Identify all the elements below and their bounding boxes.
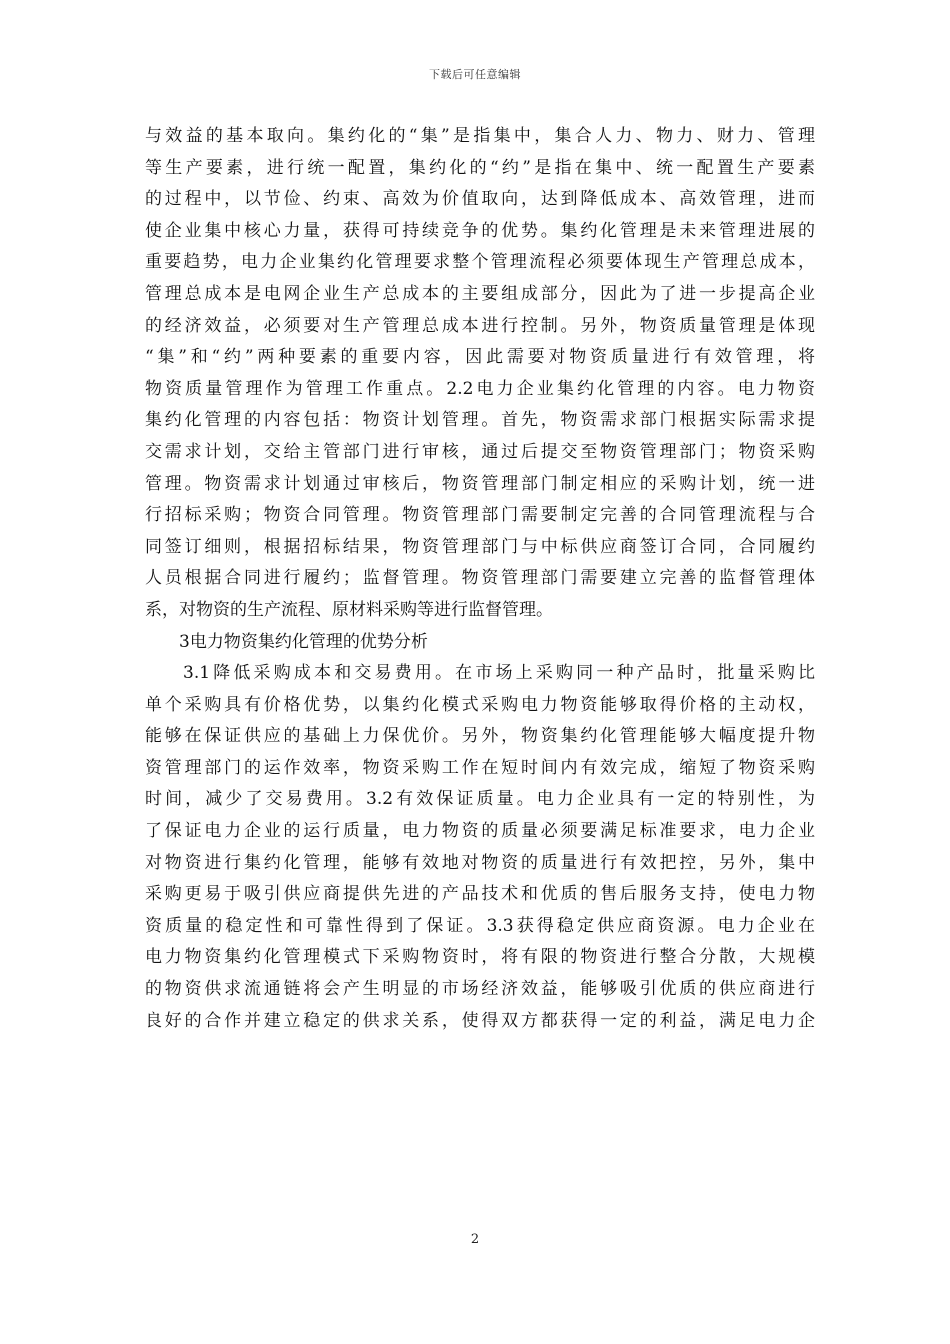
document-body — [145, 121, 815, 1037]
text-line: 对物资进行集约化管理，能够有效地对物资的质量进行有效把控，另外，集中 — [145, 852, 815, 873]
text-line: 等生产要素，进行统一配置，集约化的“约”是指在集中、统一配置生产要素 — [145, 157, 815, 178]
section-heading: 3电力物资集约化管理的优势分析 — [179, 631, 428, 652]
page-header: 下载后可任意编辑 — [429, 68, 521, 81]
text-line: 管理。物资需求计划通过审核后，物资管理部门制定相应的采购计划，统一进 — [145, 473, 815, 494]
text-line: 人员根据合同进行履约；监督管理。物资管理部门需要建立完善的监督管理体 — [145, 568, 815, 589]
text-line: 良好的合作并建立稳定的供求关系，使得双方都获得一定的利益，满足电力企 — [145, 1010, 815, 1031]
text-line: 资管理部门的运作效率，物资采购工作在短时间内有效完成，缩短了物资采购 — [145, 757, 815, 778]
paragraph-2 — [145, 658, 815, 1037]
text-line: 能够在保证供应的基础上力保优价。另外，物资集约化管理能够大幅度提升物 — [145, 726, 815, 747]
text-line: 行招标采购；物资合同管理。物资管理部门需要制定完善的合同管理流程与合 — [145, 505, 815, 526]
text-line: 单个采购具有价格优势，以集约化模式采购电力物资能够取得价格的主动权， — [145, 694, 815, 715]
text-line: 物资质量管理作为管理工作重点。2.2电力企业集约化管理的内容。电力物资 — [145, 378, 815, 399]
text-line: 同签订细则，根据招标结果，物资管理部门与中标供应商签订合同，合同履约 — [145, 536, 815, 557]
text-line: 的物资供求流通链将会产生明显的市场经济效益，能够吸引优质的供应商进行 — [145, 979, 815, 1000]
text-line: 的经济效益，必须要对生产管理总成本进行控制。另外，物资质量管理是体现 — [145, 315, 815, 336]
text-line: 时间，减少了交易费用。3.2有效保证质量。电力企业具有一定的特别性，为 — [145, 789, 815, 810]
text-line: 的过程中，以节俭、约束、高效为价值取向，达到降低成本、高效管理，进而 — [145, 189, 815, 210]
paragraph-1 — [145, 121, 815, 627]
text-line: 集约化管理的内容包括：物资计划管理。首先，物资需求部门根据实际需求提 — [145, 410, 815, 431]
text-line: 系，对物资的生产流程、原材料采购等进行监督管理。 — [145, 599, 553, 620]
page-number: 2 — [470, 1232, 480, 1247]
text-line: 重要趋势，电力企业集约化管理要求整个管理流程必须要体现生产管理总成本， — [145, 252, 815, 273]
text-line: 采购更易于吸引供应商提供先进的产品技术和优质的售后服务支持，使电力物 — [145, 884, 815, 905]
text-line: 使企业集中核心力量，获得可持续竞争的优势。集约化管理是未来管理进展的 — [145, 220, 815, 241]
text-line: 3.1降低采购成本和交易费用。在市场上采购同一种产品时，批量采购比 — [183, 663, 815, 684]
text-line: “集”和“约”两种要素的重要内容，因此需要对物资质量进行有效管理，将 — [145, 347, 815, 368]
text-line: 管理总成本是电网企业生产总成本的主要组成部分，因此为了进一步提高企业 — [145, 283, 815, 304]
text-line: 交需求计划，交给主管部门进行审核，通过后提交至物资管理部门；物资采购 — [145, 441, 815, 462]
text-line: 资质量的稳定性和可靠性得到了保证。3.3获得稳定供应商资源。电力企业在 — [145, 915, 815, 936]
text-line: 电力物资集约化管理模式下采购物资时，将有限的物资进行整合分散，大规模 — [145, 947, 815, 968]
text-line: 了保证电力企业的运行质量，电力物资的质量必须要满足标准要求，电力企业 — [145, 821, 815, 842]
text-line: 与效益的基本取向。集约化的“集”是指集中，集合人力、物力、财力、管理 — [145, 126, 815, 146]
